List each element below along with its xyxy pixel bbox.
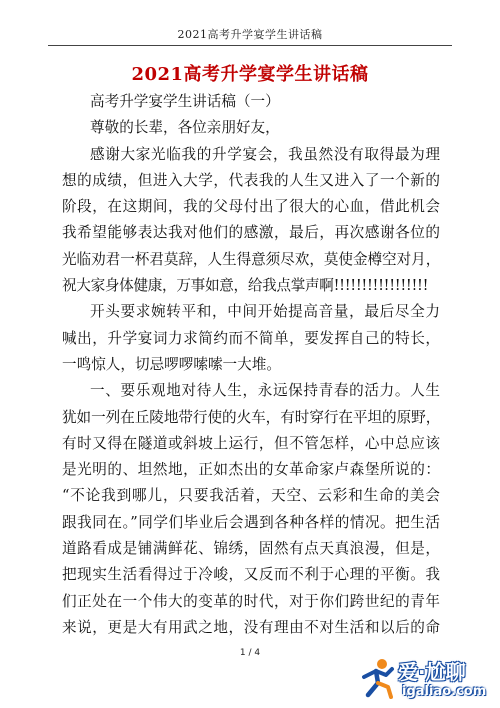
body-line: 喊出，升学宴词力求简约而不简单，要发挥自己的特长， [62,329,440,347]
body-line: 是光明的、坦然地，正如杰出的女革命家卢森堡所说的： [62,461,440,479]
header-rule [48,45,452,46]
document-body [62,89,440,641]
body-line: 一鸣惊人，切忌啰啰嗦嗦一大堆。 [62,355,281,373]
watermark-logo[interactable] [358,655,498,705]
body-line: 有时又得在隧道或斜坡上运行，但不管怎样，心中总应该 [62,434,440,452]
body-line: 阶段，在这期间，我的父母付出了很大的心血，借此机会 [62,198,440,216]
watermark-url: igaliao.com [402,684,487,699]
body-line: 祝大家身体健康，万事如意，给我点掌声啊!!!!!!!!!!!!!!!!! [62,277,429,295]
running-figure-icon [358,657,396,699]
body-line: 开头要求婉转平和，中间开始提高音量，最后尽全力 [90,303,440,321]
body-line: “不论我到哪儿，只要我活着，天空、云彩和生命的美会 [62,487,440,505]
body-line: 道路看成是铺满鲜花、锦绣，固然有点天真浪漫，但是， [62,540,440,558]
body-line: 跟我同在。”同学们毕业后会遇到各种各样的情况。把生活 [62,513,440,531]
body-line: 来说，更是大有用武之地，没有理由不对生活和以后的命 [62,618,440,636]
watermark-brand: 爱·尬聊 [398,660,466,684]
page-number: 1 / 4 [239,648,261,658]
salutation-line: 尊敬的长辈，各位亲朋好友， [90,119,280,137]
body-line: 光临劝君一杯君莫辞，人生得意须尽欢，莫使金樽空对月， [62,250,440,268]
body-line: 想的成绩，但进入大学，代表我的人生又进入了一个新的 [62,171,440,189]
section-heading: 高考升学宴学生讲话稿（一） [90,93,280,110]
body-line: 把现实生活看得过于冷峻，又反而不利于心理的平衡。我 [62,566,440,584]
document-title: 2021高考升学宴学生讲话稿 [131,64,369,85]
body-line: 我希望能够表达我对他们的感激，最后，再次感谢各位的 [62,224,440,242]
running-header: 2021高考升学宴学生讲话稿 [177,28,323,41]
body-line: 们正处在一个伟大的变革的时代，对于你们跨世纪的青年 [62,592,440,610]
body-line: 犹如一列在丘陵地带行使的火车，有时穿行在平坦的原野， [62,408,440,426]
body-line: 一、要乐观地对待人生，永远保持青春的活力。人生 [90,382,440,400]
body-line: 感谢大家光临我的升学宴会，我虽然没有取得最为理 [90,145,440,163]
